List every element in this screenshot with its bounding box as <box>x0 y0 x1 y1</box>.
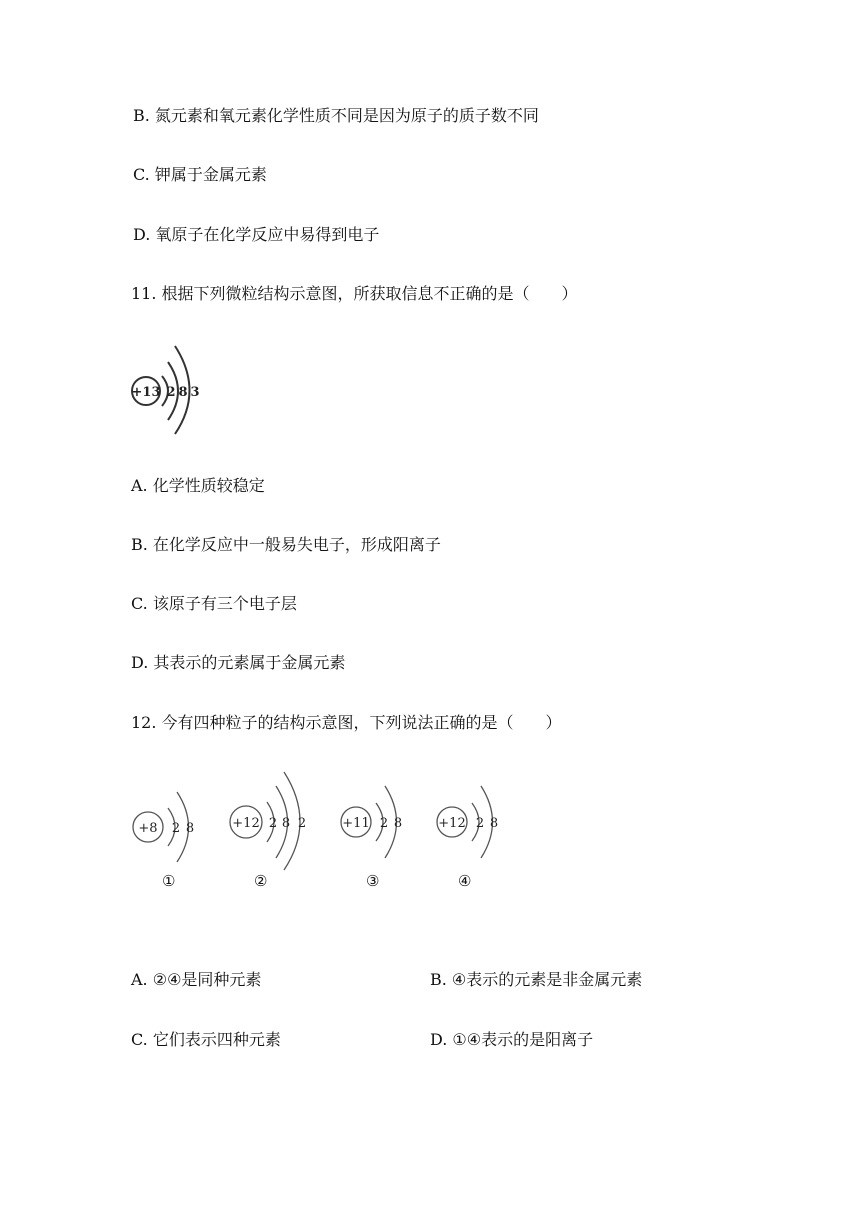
q12-particle-4-diagram <box>434 776 514 866</box>
q12-particle-2-label: ② <box>254 872 268 890</box>
q11-stem: 11. 根据下列微粒结构示意图，所获取信息不正确的是（ ） <box>131 284 578 303</box>
q12-p4-shell-1-electrons: 2 <box>475 816 485 831</box>
q11-shell-1-electrons: 2 <box>166 385 176 400</box>
q12-particle-1-diagram <box>130 780 210 870</box>
q10-option-b: B. 氮元素和氧元素化学性质不同是因为原子的质子数不同 <box>133 106 539 125</box>
q11-shell-3-electrons: 3 <box>190 385 200 400</box>
q12-particle-3-diagram <box>338 776 418 866</box>
q11-option-a: A. 化学性质较稳定 <box>131 476 265 495</box>
q12-p4-shell-2-electrons: 8 <box>489 816 499 831</box>
q10-option-d: D. 氧原子在化学反应中易得到电子 <box>133 225 380 244</box>
q12-p1-shell-1-electrons: 2 <box>171 821 181 836</box>
q12-p2-shell-1-electrons: 2 <box>268 816 278 831</box>
q12-p3-shell-2-electrons: 8 <box>393 816 403 831</box>
q12-option-a: A. ②④是同种元素 <box>131 970 262 989</box>
q12-particle-4-label: ④ <box>458 872 472 890</box>
q11-option-c: C. 该原子有三个电子层 <box>131 594 297 613</box>
q12-p3-nucleus-charge: +11 <box>342 816 370 831</box>
q11-shell-2-electrons: 8 <box>178 385 188 400</box>
q12-p2-shell-2-electrons: 8 <box>281 816 291 831</box>
q12-p3-shell-1-electrons: 2 <box>379 816 389 831</box>
q12-particle-1-label: ① <box>162 872 176 890</box>
q11-option-d: D. 其表示的元素属于金属元素 <box>131 653 346 672</box>
q10-option-c: C. 钾属于金属元素 <box>133 165 267 184</box>
q12-p1-nucleus-charge: +8 <box>138 821 158 836</box>
q12-p1-shell-2-electrons: 8 <box>185 821 195 836</box>
q12-particle-3-label: ③ <box>366 872 380 890</box>
q12-p2-shell-3-electrons: 2 <box>297 816 307 831</box>
q12-particle-2-diagram <box>226 768 326 872</box>
q12-option-d: D. ①④表示的是阳离子 <box>430 1030 594 1049</box>
q12-p4-nucleus-charge: +12 <box>438 816 466 831</box>
q11-option-b: B. 在化学反应中一般易失电子，形成阳离子 <box>131 535 441 554</box>
q12-p2-nucleus-charge: +12 <box>232 816 260 831</box>
q11-nucleus-charge: +13 <box>131 385 161 400</box>
q12-option-c: C. 它们表示四种元素 <box>131 1030 281 1049</box>
q12-stem: 12. 今有四种粒子的结构示意图，下列说法正确的是（ ） <box>131 713 562 732</box>
q11-atom-diagram <box>128 340 218 436</box>
q12-option-b: B. ④表示的元素是非金属元素 <box>430 970 643 989</box>
